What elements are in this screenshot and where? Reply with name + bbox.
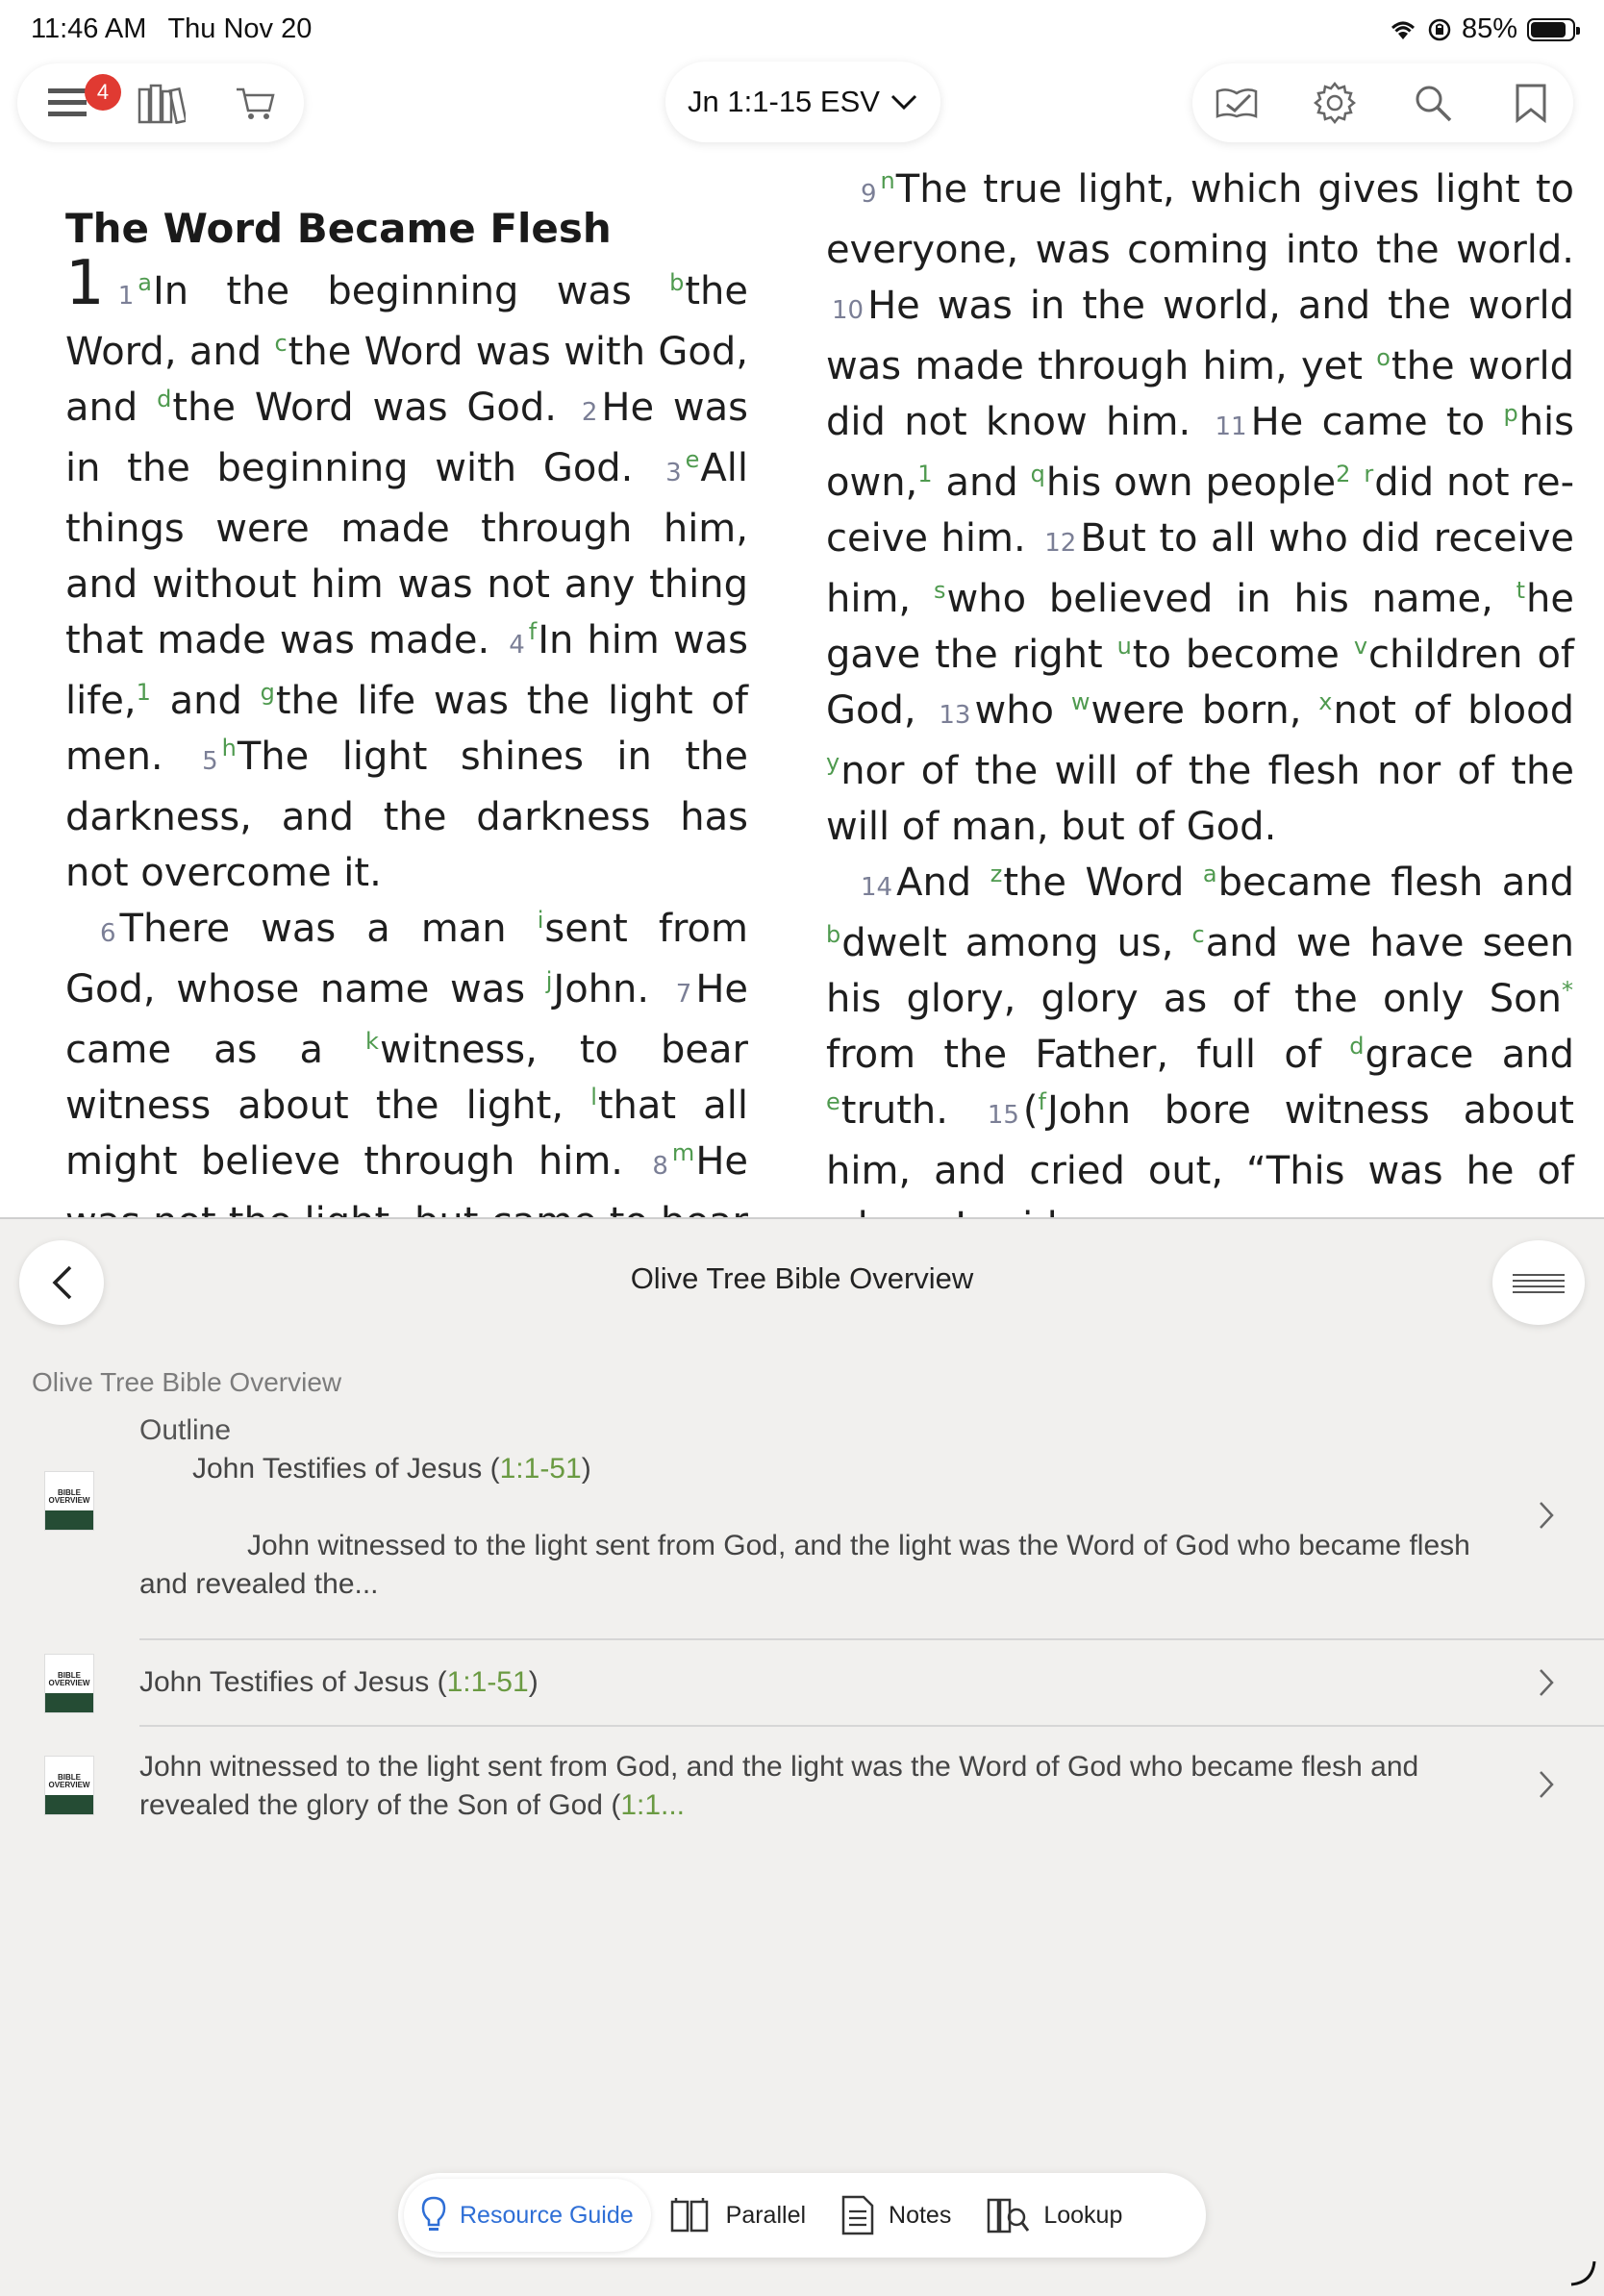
time-text: 11:46 AM bbox=[31, 13, 147, 44]
section-label: Olive Tree Bible Overview bbox=[32, 1367, 342, 1397]
chapter-number: 1 bbox=[65, 248, 105, 319]
cross-reference-marker[interactable]: e bbox=[685, 445, 700, 473]
verse-text: In him was life, bbox=[65, 618, 749, 723]
search-icon bbox=[1413, 83, 1453, 123]
cross-reference-marker[interactable]: j bbox=[545, 966, 553, 994]
chevron-right-icon bbox=[1537, 1500, 1556, 1531]
verse-text: who believed in his name, bbox=[946, 577, 1516, 621]
verse-text: And bbox=[896, 861, 990, 905]
cross-reference-marker[interactable]: n bbox=[880, 166, 895, 194]
paragraph-4 bbox=[826, 855, 1574, 1255]
outline-heading bbox=[192, 1450, 591, 1488]
verse-text: But to all who did receive him, bbox=[826, 516, 1574, 621]
tab-notes[interactable] bbox=[823, 2179, 968, 2252]
verse-text: the Word was with God, and bbox=[65, 330, 748, 430]
verse-text: grace and bbox=[1365, 1033, 1574, 1077]
thumbnail-label: BIBLE OVERVIEW bbox=[48, 1773, 90, 1789]
tab-label: Parallel bbox=[725, 2201, 807, 2229]
cross-reference-marker[interactable]: q bbox=[1030, 460, 1045, 487]
footnote-marker[interactable]: 1 bbox=[136, 678, 151, 706]
verse-number[interactable]: 14 bbox=[861, 873, 893, 902]
scripture-ref-link[interactable]: 1:1-51 bbox=[446, 1666, 529, 1698]
verse-number[interactable]: 1 bbox=[117, 282, 135, 311]
verse-text: not of blood bbox=[1333, 688, 1574, 733]
verse-number[interactable]: 15 bbox=[987, 1101, 1019, 1130]
cross-reference-marker[interactable]: l bbox=[590, 1083, 597, 1111]
cross-reference-marker[interactable]: a bbox=[138, 268, 152, 296]
tab-label: Resource Guide bbox=[460, 2201, 634, 2229]
drag-handle-icon bbox=[1513, 1271, 1565, 1294]
resize-corner-icon bbox=[1567, 2258, 1598, 2288]
verse-number[interactable]: 8 bbox=[652, 1152, 668, 1181]
verse-text: truth. bbox=[840, 1088, 982, 1133]
verse-text: He came to bbox=[1250, 400, 1504, 444]
verse-text bbox=[1351, 461, 1364, 505]
verse-text: In the beginning was bbox=[152, 269, 670, 313]
section-heading: The Word Became Flesh bbox=[65, 205, 612, 252]
cross-reference-marker[interactable]: i bbox=[537, 906, 544, 934]
tab-lookup[interactable] bbox=[968, 2179, 1140, 2252]
verse-number[interactable]: 7 bbox=[675, 980, 692, 1009]
cross-reference-marker[interactable]: y bbox=[826, 748, 840, 776]
cross-reference-marker[interactable]: w bbox=[1070, 687, 1090, 715]
footnote-marker[interactable]: * bbox=[1562, 976, 1573, 1004]
orientation-lock-icon bbox=[1427, 17, 1452, 42]
tab-resource-guide[interactable] bbox=[404, 2179, 651, 2252]
verse-text: were born, bbox=[1090, 688, 1319, 733]
outline-heading bbox=[139, 1663, 539, 1702]
book-thumbnail bbox=[44, 1654, 94, 1713]
verse-text: the Word, and bbox=[65, 269, 748, 374]
battery-percent: 85% bbox=[1461, 13, 1517, 44]
panel-title: Olive Tree Bible Overview bbox=[630, 1261, 974, 1295]
cart-icon bbox=[235, 84, 277, 122]
parallel-books-icon bbox=[668, 2196, 713, 2234]
verse-text: John bore witness about him, and cried out, “This was he of bbox=[826, 1088, 1574, 1193]
heading-text: John Testifies of Jesus ( bbox=[192, 1453, 500, 1485]
outline-body-cont: and revealed the... bbox=[139, 1568, 379, 1600]
paren: ) bbox=[528, 1666, 539, 1698]
search-button[interactable] bbox=[1408, 78, 1458, 128]
book-thumbnail bbox=[44, 1471, 94, 1531]
store-button[interactable] bbox=[231, 78, 281, 128]
verse-number[interactable]: 11 bbox=[1215, 412, 1247, 441]
settings-button[interactable] bbox=[1310, 78, 1360, 128]
cross-reference-marker[interactable]: e bbox=[826, 1087, 840, 1115]
panel-resize-handle[interactable] bbox=[1492, 1240, 1585, 1325]
resource-panel bbox=[0, 1219, 1604, 2296]
verse-text: the life was the light of men. bbox=[65, 679, 748, 779]
reading-plan-button[interactable] bbox=[1212, 78, 1262, 128]
cross-reference-marker[interactable]: h bbox=[221, 734, 237, 761]
outline-body: John witnessed to the light sent from God, and the light was the Word of God who became flesh bbox=[247, 1530, 1470, 1561]
verse-text: the Word was God. bbox=[172, 386, 576, 430]
verse-number[interactable]: 12 bbox=[1044, 529, 1077, 558]
lightbulb-icon bbox=[421, 2196, 446, 2234]
bookmark-icon bbox=[1514, 83, 1548, 123]
footnote-marker[interactable]: 2 bbox=[1336, 460, 1351, 487]
verse-text: and we have seen his glory, glory as of the only Son bbox=[826, 921, 1574, 1021]
summary-line-2 bbox=[139, 1786, 685, 1825]
tab-parallel[interactable] bbox=[651, 2179, 823, 2252]
cross-reference-marker[interactable]: b bbox=[669, 268, 685, 296]
tab-label: Notes bbox=[889, 2201, 952, 2229]
verse-text: ( bbox=[1022, 1088, 1039, 1133]
verse-text: became flesh and bbox=[1217, 861, 1574, 905]
reading-plan-icon bbox=[1214, 84, 1260, 122]
cross-reference-marker[interactable]: p bbox=[1503, 399, 1518, 427]
cross-reference-marker[interactable]: b bbox=[826, 920, 841, 948]
verse-text: to become bbox=[1132, 633, 1354, 677]
notes-icon bbox=[840, 2194, 875, 2236]
verse-number[interactable]: 2 bbox=[581, 398, 598, 427]
cross-reference-marker[interactable]: a bbox=[1202, 860, 1217, 887]
status-right bbox=[1389, 13, 1575, 45]
library-icon bbox=[138, 82, 186, 124]
verse-text: nor of the will of the flesh nor of the will of man, but of God. bbox=[826, 749, 1574, 849]
verse-text: and bbox=[933, 461, 1031, 505]
toolbar-right-group bbox=[1192, 63, 1573, 142]
verse-text: that all might believe through him. bbox=[65, 1084, 748, 1184]
bible-text-area[interactable] bbox=[65, 166, 1575, 1193]
cross-reference-marker[interactable]: f bbox=[1038, 1087, 1046, 1115]
cross-reference-marker[interactable]: c bbox=[274, 329, 288, 357]
summary-line-1: John witnessed to the light sent from God, and the light was the Word of God who became flesh and bbox=[139, 1751, 1419, 1783]
verse-text: The light shines in the darkness, and the darkness has not overcome it. bbox=[65, 735, 748, 895]
verse-text: who bbox=[974, 688, 1071, 733]
tab-label: Lookup bbox=[1043, 2201, 1123, 2229]
verse-text: the world did not know him. bbox=[826, 344, 1574, 444]
verse-number[interactable]: 6 bbox=[100, 919, 116, 948]
cross-reference-marker[interactable]: u bbox=[1116, 632, 1132, 660]
verse-text: witness, to bear witness about the light, bbox=[65, 1028, 748, 1128]
scripture-ref-link[interactable]: 1:1... bbox=[620, 1789, 686, 1821]
verse-text: dwelt among us, bbox=[841, 921, 1192, 965]
bible-column-left bbox=[65, 169, 748, 1306]
verse-number[interactable]: 9 bbox=[861, 180, 877, 209]
verse-text: The true light, which gives light to everyone, was coming into the world. bbox=[826, 167, 1574, 272]
status-bar bbox=[0, 0, 1604, 58]
heading-text: John Testifies of Jesus ( bbox=[139, 1666, 447, 1698]
battery-level bbox=[1531, 22, 1566, 37]
cross-reference-marker[interactable]: o bbox=[1376, 343, 1391, 371]
library-button[interactable] bbox=[137, 78, 187, 128]
verse-text: He was in the beginning with God. bbox=[65, 386, 748, 490]
cross-reference-marker[interactable]: d bbox=[157, 385, 172, 412]
verse-text: and bbox=[151, 679, 261, 723]
paren: ) bbox=[581, 1453, 591, 1485]
thumbnail-label: BIBLE OVERVIEW bbox=[48, 1488, 90, 1505]
list-item[interactable] bbox=[0, 1411, 1604, 1600]
footnote-marker[interactable]: 1 bbox=[917, 460, 933, 487]
outline-label: Outline bbox=[139, 1414, 232, 1446]
bookmark-button[interactable] bbox=[1506, 78, 1556, 128]
bottom-tab-bar bbox=[398, 2173, 1206, 2258]
date-text: Thu Nov 20 bbox=[167, 13, 313, 44]
cross-reference-marker[interactable]: z bbox=[990, 860, 1003, 887]
chevron-right-icon bbox=[1537, 1769, 1556, 1800]
verse-text: he gave the right bbox=[826, 577, 1575, 677]
thumbnail-label: BIBLE OVERVIEW bbox=[48, 1671, 90, 1687]
list-item[interactable] bbox=[0, 1727, 1604, 1852]
verse-text: John. bbox=[553, 967, 670, 1011]
paragraph-3 bbox=[826, 162, 1574, 855]
cross-reference-marker[interactable]: v bbox=[1353, 632, 1368, 660]
verse-text: from the Father, full of bbox=[826, 1033, 1350, 1077]
hamburger-icon bbox=[48, 87, 87, 119]
gear-icon bbox=[1313, 81, 1357, 125]
toolbar-left-group bbox=[17, 63, 304, 142]
paragraph-1 bbox=[65, 248, 749, 901]
reference-selector[interactable] bbox=[665, 62, 940, 142]
verse-text: There was a man bbox=[119, 907, 538, 951]
cross-reference-marker[interactable]: m bbox=[671, 1138, 695, 1166]
summary-text: revealed the glory of the Son of God ( bbox=[139, 1789, 621, 1821]
verse-number[interactable]: 3 bbox=[665, 459, 682, 487]
cross-reference-marker[interactable]: f bbox=[528, 617, 538, 645]
scripture-ref-link[interactable]: 1:1-51 bbox=[499, 1453, 582, 1485]
verse-number[interactable]: 4 bbox=[509, 631, 525, 660]
menu-button[interactable] bbox=[42, 78, 110, 128]
verse-number[interactable]: 10 bbox=[832, 296, 865, 325]
reference-label: Jn 1:1-15 ESV bbox=[688, 85, 880, 118]
list-item[interactable] bbox=[0, 1640, 1604, 1725]
bible-column-right bbox=[826, 166, 1575, 1255]
verse-text: children of God, bbox=[826, 633, 1574, 733]
cross-reference-marker[interactable]: d bbox=[1349, 1032, 1365, 1060]
lookup-icon bbox=[986, 2196, 1030, 2234]
verse-text: He came as a bbox=[65, 967, 748, 1072]
cross-reference-marker[interactable]: r bbox=[1364, 460, 1374, 487]
status-time bbox=[31, 13, 312, 45]
cross-reference-marker[interactable]: c bbox=[1191, 920, 1205, 948]
battery-icon bbox=[1527, 18, 1575, 41]
cross-reference-marker[interactable]: k bbox=[365, 1027, 379, 1055]
chevron-down-icon bbox=[890, 92, 918, 112]
verse-number[interactable]: 5 bbox=[202, 747, 218, 776]
verse-text: did not receive him. bbox=[826, 461, 1575, 561]
cross-reference-marker[interactable]: s bbox=[933, 576, 946, 604]
cross-reference-marker[interactable]: g bbox=[260, 678, 275, 706]
wifi-icon bbox=[1389, 18, 1417, 41]
verse-text: All things were made through him, and without him was not any thing that made was made. bbox=[65, 446, 748, 662]
verse-text: He bbox=[695, 1139, 748, 1184]
chevron-right-icon bbox=[1537, 1667, 1556, 1698]
verse-text: the Word bbox=[1003, 861, 1203, 905]
verse-text: He was in the world, and the world was made through him, yet bbox=[826, 284, 1574, 388]
verse-text: sent from God, whose name was bbox=[65, 907, 748, 1011]
cross-reference-marker[interactable]: x bbox=[1318, 687, 1333, 715]
verse-text: his own people bbox=[1045, 461, 1337, 505]
verse-text: his own, bbox=[826, 400, 1574, 505]
book-thumbnail bbox=[44, 1756, 94, 1815]
cross-reference-marker[interactable]: t bbox=[1516, 576, 1526, 604]
notification-badge: 4 bbox=[85, 74, 121, 111]
verse-number[interactable]: 13 bbox=[939, 701, 971, 730]
